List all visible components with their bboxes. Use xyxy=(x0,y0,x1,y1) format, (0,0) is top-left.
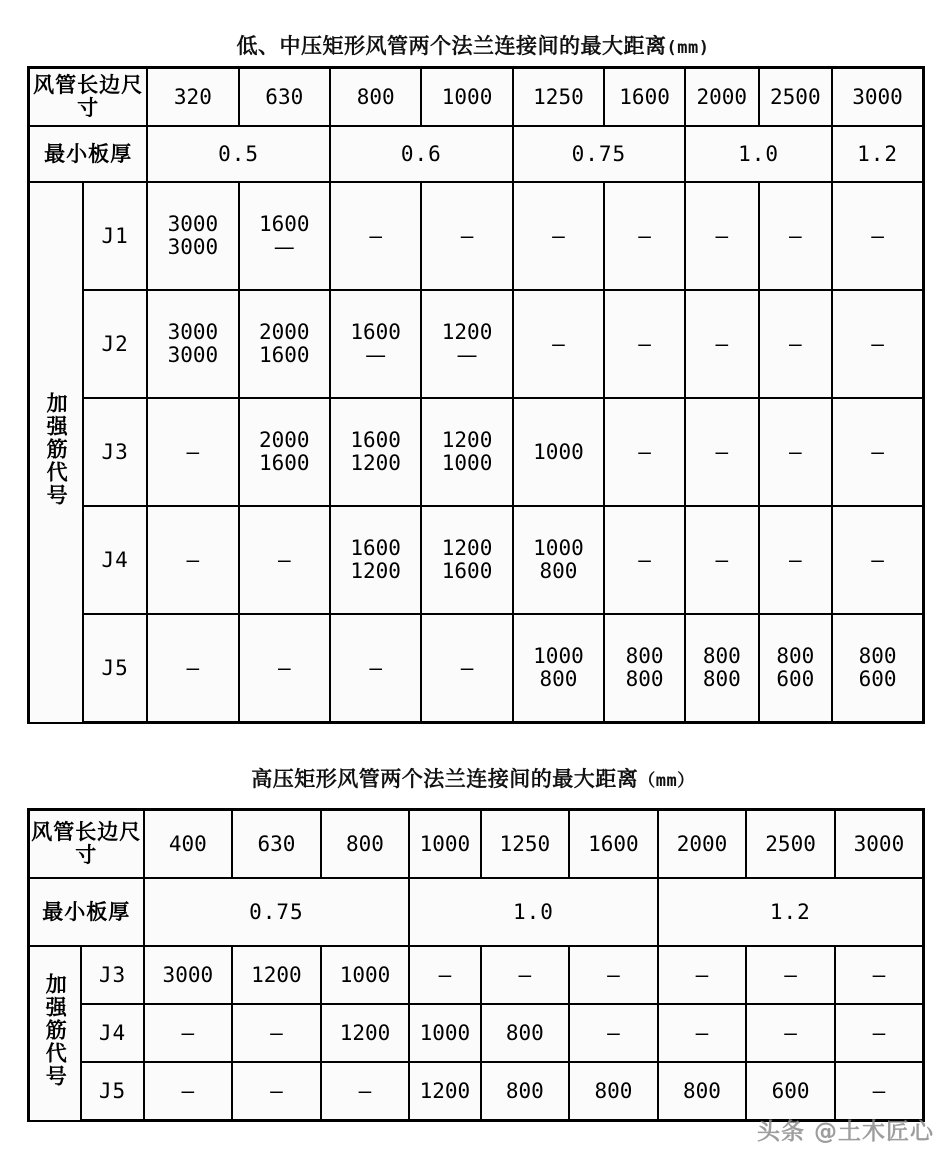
table1-col-header: 2000 xyxy=(685,68,759,127)
table2-col-header: 2000 xyxy=(658,810,747,879)
table2-cell: — xyxy=(835,946,924,1004)
table1-cell: 1200 — xyxy=(421,290,512,398)
table1-cell: 1200 1600 xyxy=(421,506,512,614)
table2-rib-header-text: 加强筋代号 xyxy=(43,973,68,1089)
table2-thickness-row xyxy=(29,878,924,946)
table2-cell: — xyxy=(569,946,658,1004)
table1-cell: — xyxy=(513,290,604,398)
table1-cell: — xyxy=(330,614,421,723)
table1-col-header: 1600 xyxy=(604,68,685,127)
table1-cell: 1000 xyxy=(513,398,604,506)
table1-cell: 800 800 xyxy=(604,614,685,723)
table2-col-header: 3000 xyxy=(835,810,924,879)
table1-cell: — xyxy=(239,506,330,614)
table1-cell: 1600 — xyxy=(330,290,421,398)
table1-thickness-value: 0.6 xyxy=(330,126,513,182)
table1-row-code: J5 xyxy=(83,614,147,723)
table1-cell: — xyxy=(604,506,685,614)
table1-cell: — xyxy=(685,506,759,614)
table2-cell: 800 xyxy=(481,1004,570,1062)
table1-cell: — xyxy=(604,398,685,506)
table1-col-header: 3000 xyxy=(832,68,923,127)
table1-cell: — xyxy=(147,398,238,506)
table1-cell: — xyxy=(832,398,923,506)
table2-cell: — xyxy=(321,1062,410,1121)
table1-cell: — xyxy=(147,506,238,614)
table1-cell: 800 600 xyxy=(832,614,923,723)
table2-cell: 1000 xyxy=(409,1004,480,1062)
table2-col-header: 400 xyxy=(144,810,233,879)
table1-cell: — xyxy=(330,182,421,290)
table2-cell: 3000 xyxy=(144,946,233,1004)
table1-row-code: J1 xyxy=(83,182,147,290)
table2-cell: — xyxy=(658,946,747,1004)
table2-cell: — xyxy=(481,946,570,1004)
table2-cell: — xyxy=(746,1004,835,1062)
table1-cell: 1000 800 xyxy=(513,614,604,723)
table2-thickness-value: 0.75 xyxy=(144,878,410,946)
table1-cell: 1600 1200 xyxy=(330,506,421,614)
table2-cell: 800 xyxy=(658,1062,747,1121)
table1-cell: 3000 3000 xyxy=(147,290,238,398)
table1-cell: — xyxy=(759,182,833,290)
table1-cell: 1600 1200 xyxy=(330,398,421,506)
table1-cell: — xyxy=(604,182,685,290)
table2-cell: — xyxy=(569,1004,658,1062)
table1-cell: — xyxy=(832,506,923,614)
table1-cell: — xyxy=(421,182,512,290)
table2-thickness-value: 1.2 xyxy=(658,878,924,946)
table1-cell: — xyxy=(832,182,923,290)
table1-header-row xyxy=(29,68,924,127)
table1-thickness-header: 最小板厚 xyxy=(29,126,148,182)
table1-cell: — xyxy=(513,182,604,290)
table2-cell: — xyxy=(232,1062,321,1121)
table2-thickness-value: 1.0 xyxy=(409,878,657,946)
table2-title-text: 高压矩形风管两个法兰连接间的最大距离 xyxy=(251,767,639,791)
table1-title-text: 低、中压矩形风管两个法兰连接间的最大距离 xyxy=(236,34,667,58)
table2-rib-header xyxy=(29,946,82,1121)
table2-cell: 800 xyxy=(569,1062,658,1121)
table1-cell: — xyxy=(421,614,512,723)
table1-cell: 2000 1600 xyxy=(239,398,330,506)
table2-header-row xyxy=(29,810,924,879)
table1-cell: — xyxy=(759,290,833,398)
table1-row-code: J2 xyxy=(83,290,147,398)
table1-col-header: 800 xyxy=(330,68,421,127)
table1-cell: — xyxy=(685,290,759,398)
table1-row-code: J3 xyxy=(83,398,147,506)
table2-cell: 1200 xyxy=(409,1062,480,1121)
table2-thickness-header: 最小板厚 xyxy=(29,878,144,946)
table1-row-code: J4 xyxy=(83,506,147,614)
table2-title xyxy=(0,763,946,793)
table1-cell: 1600 — xyxy=(239,182,330,290)
table1-size-header: 风管长边尺寸 xyxy=(29,68,148,127)
table2-col-header: 1600 xyxy=(569,810,658,879)
table2-cell: 1000 xyxy=(321,946,410,1004)
table2-cell: 800 xyxy=(481,1062,570,1121)
table1-data-row xyxy=(29,614,924,723)
table2-col-header: 1250 xyxy=(481,810,570,879)
table1-thickness-value: 1.0 xyxy=(685,126,832,182)
table1-data-row xyxy=(29,182,924,290)
table2-cell: — xyxy=(835,1062,924,1121)
table1-thickness-value: 0.5 xyxy=(147,126,330,182)
table1-data-row xyxy=(29,290,924,398)
low-medium-pressure-table xyxy=(27,66,925,724)
table1-cell: 800 800 xyxy=(685,614,759,723)
table2-data-row xyxy=(29,946,924,1004)
table1-title xyxy=(0,30,946,60)
table1-cell: 3000 3000 xyxy=(147,182,238,290)
table2-cell: — xyxy=(409,946,480,1004)
table2-cell: 600 xyxy=(746,1062,835,1121)
table2-cell: — xyxy=(746,946,835,1004)
table2-title-unit: （mm） xyxy=(638,771,695,791)
table2-row-code: J3 xyxy=(81,946,143,1004)
table1-title-unit: (mm) xyxy=(666,38,710,58)
table1-cell: — xyxy=(759,398,833,506)
table1-data-row xyxy=(29,506,924,614)
table1-col-header: 2500 xyxy=(759,68,833,127)
table2-cell: — xyxy=(144,1062,233,1121)
table2-cell: 1200 xyxy=(232,946,321,1004)
table2-size-header: 风管长边尺寸 xyxy=(29,810,144,879)
table1-cell: 800 600 xyxy=(759,614,833,723)
table2-col-header: 630 xyxy=(232,810,321,879)
table1-cell: — xyxy=(685,182,759,290)
table1-col-header: 630 xyxy=(239,68,330,127)
table2-cell: — xyxy=(232,1004,321,1062)
table1-body xyxy=(29,68,924,723)
table2-data-row xyxy=(29,1062,924,1121)
table2-data-row xyxy=(29,1004,924,1062)
watermark: 头条 @土木匠心 xyxy=(756,1119,934,1145)
table1-col-header: 1000 xyxy=(421,68,512,127)
table2-body xyxy=(29,810,924,1121)
table1-cell: — xyxy=(239,614,330,723)
table2-cell: 1200 xyxy=(321,1004,410,1062)
table1-col-header: 1250 xyxy=(513,68,604,127)
table1-rib-header xyxy=(29,182,84,723)
high-pressure-table xyxy=(27,808,925,1122)
table1-cell: 1000 800 xyxy=(513,506,604,614)
table2-row-code: J4 xyxy=(81,1004,143,1062)
table1-thickness-value: 0.75 xyxy=(513,126,685,182)
table2-cell: — xyxy=(835,1004,924,1062)
table1-cell: 2000 1600 xyxy=(239,290,330,398)
table2-col-header: 1000 xyxy=(409,810,480,879)
table1-cell: — xyxy=(685,398,759,506)
table1-cell: — xyxy=(832,290,923,398)
table2-col-header: 800 xyxy=(321,810,410,879)
table1-cell: — xyxy=(759,506,833,614)
table1-thickness-value: 1.2 xyxy=(832,126,923,182)
table1-cell: — xyxy=(604,290,685,398)
table2-col-header: 2500 xyxy=(746,810,835,879)
table1-col-header: 320 xyxy=(147,68,238,127)
table1-thickness-row xyxy=(29,126,924,182)
table1-cell: 1200 1000 xyxy=(421,398,512,506)
table1-data-row xyxy=(29,398,924,506)
table2-row-code: J5 xyxy=(81,1062,143,1121)
table1-cell: — xyxy=(147,614,238,723)
table2-cell: — xyxy=(144,1004,233,1062)
table2-cell: — xyxy=(658,1004,747,1062)
table1-rib-header-text: 加强筋代号 xyxy=(44,392,69,508)
